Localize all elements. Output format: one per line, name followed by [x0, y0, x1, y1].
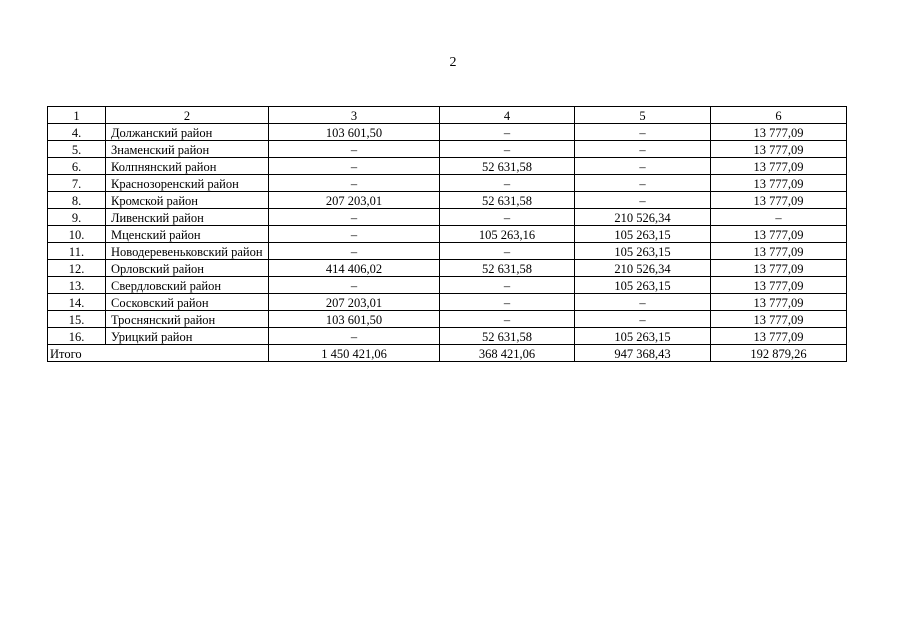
value-col-4: – [440, 294, 575, 311]
value-col-3: 414 406,02 [269, 260, 440, 277]
row-number: 7. [48, 175, 106, 192]
value-col-3: 207 203,01 [269, 294, 440, 311]
value-col-3: – [269, 141, 440, 158]
row-number: 4. [48, 124, 106, 141]
value-col-6: 13 777,09 [711, 311, 847, 328]
district-name: Троснянский район [106, 311, 269, 328]
value-col-5: – [575, 311, 711, 328]
value-col-4: – [440, 311, 575, 328]
value-col-6: 13 777,09 [711, 294, 847, 311]
value-col-6: 13 777,09 [711, 192, 847, 209]
total-col-3: 1 450 421,06 [269, 345, 440, 362]
row-number: 14. [48, 294, 106, 311]
table-header-row [48, 107, 847, 124]
value-col-4: 52 631,58 [440, 158, 575, 175]
value-col-4: – [440, 124, 575, 141]
value-col-3: 207 203,01 [269, 192, 440, 209]
header-cell-5: 5 [575, 107, 711, 124]
row-number: 10. [48, 226, 106, 243]
row-number: 12. [48, 260, 106, 277]
value-col-5: 105 263,15 [575, 243, 711, 260]
district-name: Краснозоренский район [106, 175, 269, 192]
table-row [48, 226, 847, 243]
value-col-3: – [269, 158, 440, 175]
value-col-6: 13 777,09 [711, 226, 847, 243]
district-name: Кромской район [106, 192, 269, 209]
allocation-table [47, 106, 847, 362]
value-col-5: 105 263,15 [575, 328, 711, 345]
table-row [48, 209, 847, 226]
value-col-4: – [440, 175, 575, 192]
value-col-6: – [711, 209, 847, 226]
value-col-3: – [269, 328, 440, 345]
value-col-5: – [575, 141, 711, 158]
total-row [48, 345, 847, 362]
value-col-5: 105 263,15 [575, 226, 711, 243]
page-number: 2 [449, 55, 457, 70]
value-col-3: – [269, 226, 440, 243]
row-number: 6. [48, 158, 106, 175]
value-col-5: – [575, 124, 711, 141]
value-col-5: – [575, 192, 711, 209]
row-number: 13. [48, 277, 106, 294]
value-col-4: 105 263,16 [440, 226, 575, 243]
value-col-3: – [269, 277, 440, 294]
value-col-4: 52 631,58 [440, 260, 575, 277]
value-col-3: – [269, 209, 440, 226]
district-name: Должанский район [106, 124, 269, 141]
district-name: Орловский район [106, 260, 269, 277]
total-col-5: 947 368,43 [575, 345, 711, 362]
value-col-3: – [269, 243, 440, 260]
table-row [48, 294, 847, 311]
value-col-5: – [575, 175, 711, 192]
row-number: 16. [48, 328, 106, 345]
district-name: Ливенский район [106, 209, 269, 226]
value-col-6: 13 777,09 [711, 277, 847, 294]
district-name: Знаменский район [106, 141, 269, 158]
value-col-6: 13 777,09 [711, 175, 847, 192]
header-cell-3: 3 [269, 107, 440, 124]
header-cell-6: 6 [711, 107, 847, 124]
value-col-5: 210 526,34 [575, 260, 711, 277]
district-name: Сосковский район [106, 294, 269, 311]
row-number: 9. [48, 209, 106, 226]
value-col-3: 103 601,50 [269, 311, 440, 328]
value-col-5: – [575, 294, 711, 311]
header-cell-4: 4 [440, 107, 575, 124]
row-number: 5. [48, 141, 106, 158]
table-row [48, 328, 847, 345]
total-col-6: 192 879,26 [711, 345, 847, 362]
value-col-6: 13 777,09 [711, 328, 847, 345]
row-number: 15. [48, 311, 106, 328]
row-number: 8. [48, 192, 106, 209]
district-name: Мценский район [106, 226, 269, 243]
table-row [48, 175, 847, 192]
value-col-4: 52 631,58 [440, 328, 575, 345]
total-col-4: 368 421,06 [440, 345, 575, 362]
value-col-6: 13 777,09 [711, 124, 847, 141]
value-col-4: – [440, 209, 575, 226]
table-row [48, 124, 847, 141]
value-col-3: 103 601,50 [269, 124, 440, 141]
total-label: Итого [48, 345, 269, 362]
value-col-6: 13 777,09 [711, 243, 847, 260]
value-col-5: – [575, 158, 711, 175]
table-row [48, 243, 847, 260]
header-cell-2: 2 [106, 107, 269, 124]
value-col-3: – [269, 175, 440, 192]
value-col-4: – [440, 243, 575, 260]
table-row [48, 141, 847, 158]
table-row [48, 311, 847, 328]
table-row [48, 277, 847, 294]
table-row [48, 158, 847, 175]
district-name: Урицкий район [106, 328, 269, 345]
value-col-4: 52 631,58 [440, 192, 575, 209]
row-number: 11. [48, 243, 106, 260]
value-col-5: 105 263,15 [575, 277, 711, 294]
district-name: Свердловский район [106, 277, 269, 294]
header-cell-1: 1 [48, 107, 106, 124]
district-name: Новодеревеньковский район [106, 243, 269, 260]
value-col-6: 13 777,09 [711, 158, 847, 175]
table-row [48, 260, 847, 277]
value-col-4: – [440, 277, 575, 294]
district-name: Колпнянский район [106, 158, 269, 175]
value-col-4: – [440, 141, 575, 158]
value-col-5: 210 526,34 [575, 209, 711, 226]
value-col-6: 13 777,09 [711, 260, 847, 277]
value-col-6: 13 777,09 [711, 141, 847, 158]
table-row [48, 192, 847, 209]
